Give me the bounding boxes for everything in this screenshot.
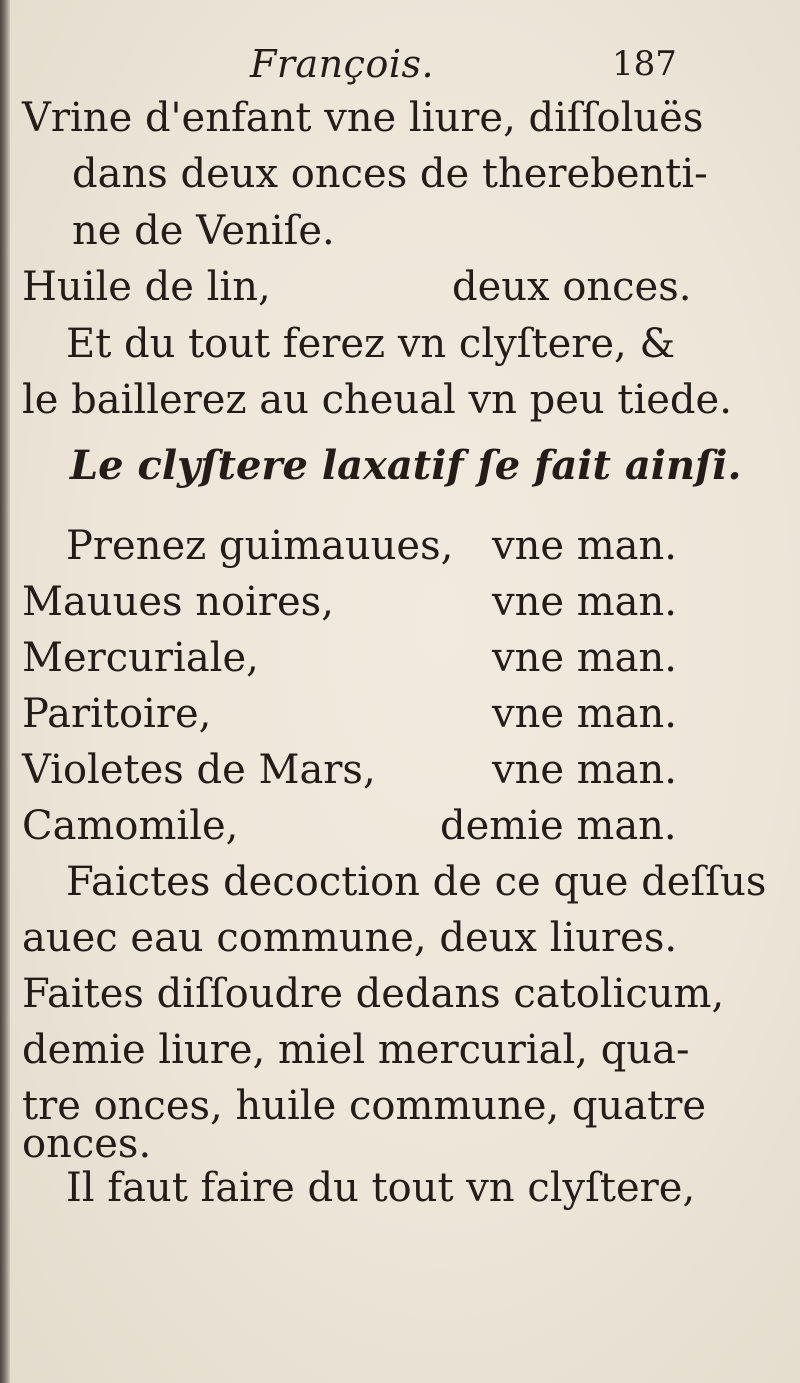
text-line: Et du tout ferez vn clyſtere, & [66, 321, 676, 367]
recipe-item: Mauues noires, [22, 579, 334, 625]
recipe-quantity: deux onces. [452, 264, 692, 310]
recipe-quantity: demie man. [440, 803, 677, 849]
text-line: onces. [22, 1121, 152, 1167]
recipe-quantity: vne man. [492, 635, 677, 681]
section-heading: Le clyſtere laxatif ſe fait ainſi. [70, 442, 742, 489]
text-line: dans deux onces de therebenti- [72, 151, 708, 197]
text-line: Vrine d'enfant vne liure, diſſoluës [22, 95, 704, 141]
recipe-quantity: vne man. [492, 691, 677, 737]
text-line: ne de Veniſe. [72, 208, 335, 254]
running-head: François. [250, 42, 435, 86]
recipe-quantity: vne man. [492, 747, 677, 793]
text-line: demie liure, miel mercurial, qua- [22, 1027, 690, 1073]
text-line: Faictes decoction de ce que deſſus [66, 859, 767, 905]
text-line: auec eau commune, deux liures. [22, 915, 678, 961]
text-line: le baillerez au cheual vn peu tiede. [22, 377, 732, 423]
recipe-item: Paritoire, [22, 691, 212, 737]
recipe-item: Mercuriale, [22, 635, 259, 681]
recipe-item: Violetes de Mars, [22, 747, 376, 793]
page-number: 187 [612, 44, 677, 84]
recipe-item: Huile de lin, [22, 264, 271, 310]
recipe-quantity: vne man. [492, 579, 677, 625]
text-line: tre onces, huile commune, quatre [22, 1083, 707, 1129]
recipe-item: Camomile, [22, 803, 239, 849]
text-line: Il faut faire du tout vn clyſtere, [66, 1165, 696, 1211]
recipe-item: Prenez guimauues, [66, 523, 454, 569]
recipe-quantity: vne man. [492, 523, 677, 569]
text-line: Faites diſſoudre dedans catolicum, [22, 971, 725, 1017]
